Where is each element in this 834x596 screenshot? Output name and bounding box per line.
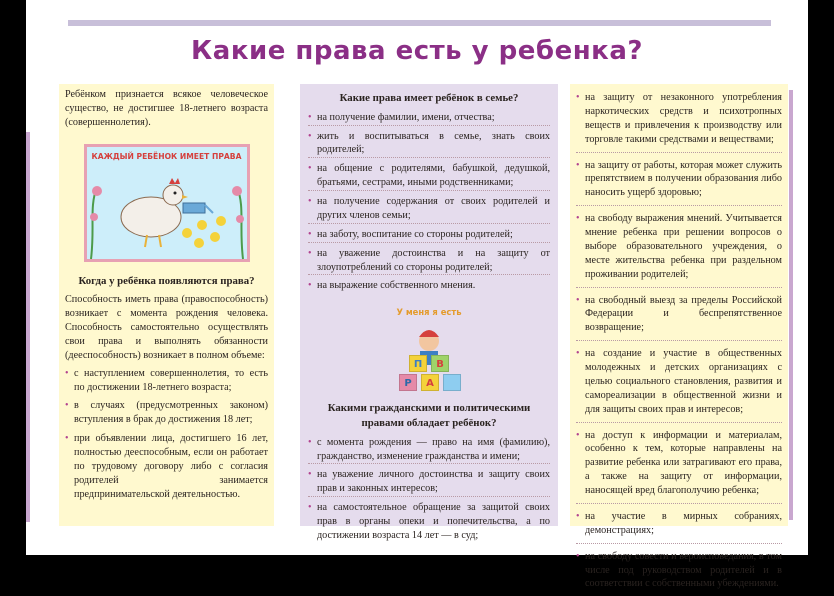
item-text: на уважение достоинства и на защиту от злоупотреблений со стороны родителей; <box>317 247 550 273</box>
bullet-icon: • <box>65 433 69 445</box>
hen-and-chicks-drawing <box>87 147 247 259</box>
list-item <box>308 468 550 497</box>
bullet-icon: • <box>308 436 312 448</box>
bullet-icon: • <box>308 130 312 142</box>
bullet-icon: • <box>65 400 69 412</box>
list-item <box>576 510 782 544</box>
item-text: в случаях (предусмотренных законом) вступления в брак до достижения 18 лет; <box>74 400 268 426</box>
item-text: с момента рождения — право на имя (фамилию), гражданство, изменение гражданства и имени; <box>317 436 550 462</box>
column-more-rights <box>570 84 788 590</box>
list-item <box>65 399 268 427</box>
bullet-icon: • <box>576 550 580 562</box>
letter-block <box>443 374 461 391</box>
bullet-icon: • <box>308 247 312 259</box>
list-item <box>576 294 782 342</box>
item-text: на выражение собственного мнения. <box>317 280 476 292</box>
item-text: с наступлением совершеннолетия, то есть по достижении 18-летнего возраста; <box>74 367 268 393</box>
item-text: на защиту от работы, которая может служить препятствием в получении образования либо наносить ущерб здоровью; <box>585 159 782 199</box>
list-item <box>576 550 782 596</box>
bullet-icon: • <box>308 502 312 514</box>
letter-block: А <box>421 374 439 391</box>
letter-block: Р <box>399 374 417 391</box>
right-decorative-rule <box>789 90 793 520</box>
item-text: на заботу, воспитание со стороны родителей; <box>317 228 513 240</box>
bullet-icon: • <box>576 429 580 441</box>
list-item <box>308 247 550 276</box>
list-item <box>576 212 782 287</box>
letter-block: В <box>431 355 449 372</box>
left-decorative-rule <box>26 132 30 522</box>
item-text: на защиту от незаконного употребления наркотических средств и психотропных веществ и привлечения к производству или торговле такими средствами и веществами; <box>585 92 782 145</box>
item-text: на уважение личного достоинства и защиту своих прав и законных интересов; <box>317 469 550 495</box>
list-item <box>576 429 782 504</box>
bullet-icon: • <box>576 159 580 171</box>
list-item <box>308 111 550 126</box>
item-text: на доступ к информации и материалам, особенно к тем, которые направлены на развитие ребенка или затрагивают его права, а также на защиту от информации, наносящей вред благополучию ребенка; <box>585 429 782 496</box>
list-item <box>576 347 782 422</box>
bullet-icon: • <box>308 163 312 175</box>
page-title: Какие права есть у ребенка? <box>191 36 643 66</box>
list-item <box>308 436 550 465</box>
list-item <box>308 279 550 293</box>
column-when-rights-appear <box>59 84 274 526</box>
top-decorative-rule <box>68 20 771 26</box>
capacity-paragraph: Способность иметь права (правоспособность) возникает с момента рождения человека. Способность самостоятельно осуществлять свои права и выполнять обязанности (дееспособность) возникает в полном объеме: <box>65 294 268 361</box>
list-item <box>308 228 550 243</box>
item-text: на самостоятельное обращение за защитой своих прав в органы опеки и попечительства, а по достижении возраста 14 лет — в суд; <box>317 502 550 541</box>
list-item <box>576 159 782 207</box>
bullet-icon: • <box>576 294 580 306</box>
bullet-icon: • <box>308 280 312 292</box>
list-item <box>308 195 550 224</box>
heading-civil-rights: Какими гражданскими и политическими правами обладает ребёнок? <box>327 402 531 429</box>
list-item <box>308 162 550 191</box>
bullet-icon: • <box>576 348 580 360</box>
item-text: на создание и участие в общественных молодежных и детских организациях с целью социального становления, развития и самореализации в общественной жизни и для защиты своих прав и интересов; <box>585 348 782 415</box>
bullet-icon: • <box>308 111 312 123</box>
hen-and-chicks-illustration <box>84 144 250 262</box>
boy-with-blocks-illustration <box>387 303 471 395</box>
leaflet-page <box>26 0 808 590</box>
list-item <box>576 91 782 153</box>
item-text: на получение содержания от своих родителей и других членов семьи; <box>317 196 550 221</box>
item-text: на участие в мирных собраниях, демонстрациях; <box>585 510 782 536</box>
list-item <box>65 432 268 501</box>
bullet-icon: • <box>576 92 580 103</box>
bullet-icon: • <box>65 367 69 379</box>
bullet-icon: • <box>308 469 312 481</box>
bullet-icon: • <box>308 228 312 240</box>
bullet-icon: • <box>308 196 312 208</box>
item-text: на свободу выражения мнений. Учитывается мнение ребенка при решении вопросов о выборе образовательного учреждения, о месте жительства ребенка при раздельном проживании родителей; <box>585 213 782 280</box>
item-text: жить и воспитываться в семье, знать своих родителей; <box>317 130 550 156</box>
item-text: при объявлении лица, достигшего 16 лет, полностью дееспособным, если он работает по трудовому договору либо с согласия родителей занимается предпринимательской деятельностью. <box>74 433 268 500</box>
intro-paragraph: Ребёнком признается всякое человеческое существо, не достигшее 18-летнего возраста (совершеннолетия). <box>65 89 268 128</box>
illustration-caption: У меня я есть <box>396 307 462 318</box>
heading-when-rights-appear: Когда у ребёнка появляются права? <box>78 274 255 287</box>
column-family-rights <box>300 84 558 541</box>
letter-block: П <box>409 355 427 372</box>
item-text: на получение фамилии, имени, отчества; <box>317 111 495 123</box>
list-item <box>308 130 550 159</box>
item-text: на свободу совести и вероисповедания, в том числе под руководством родителей и в соответствии с собственными убеждениями. <box>585 550 782 590</box>
list-item <box>308 501 550 543</box>
illustration-banner: КАЖДЫЙ РЕБЁНОК ИМЕЕТ ПРАВА <box>91 151 242 161</box>
item-text: на общение с родителями, бабушкой, дедушкой, братьями, сестрами, иными родственниками; <box>317 163 550 189</box>
bullet-icon: • <box>576 510 580 522</box>
heading-family-rights: Какие права имеет ребёнок в семье? <box>339 92 519 104</box>
item-text: на свободный выезд за пределы Российской Федерации и беспрепятственное возвращение; <box>585 294 782 334</box>
list-item <box>65 367 268 395</box>
bullet-icon: • <box>576 213 580 225</box>
